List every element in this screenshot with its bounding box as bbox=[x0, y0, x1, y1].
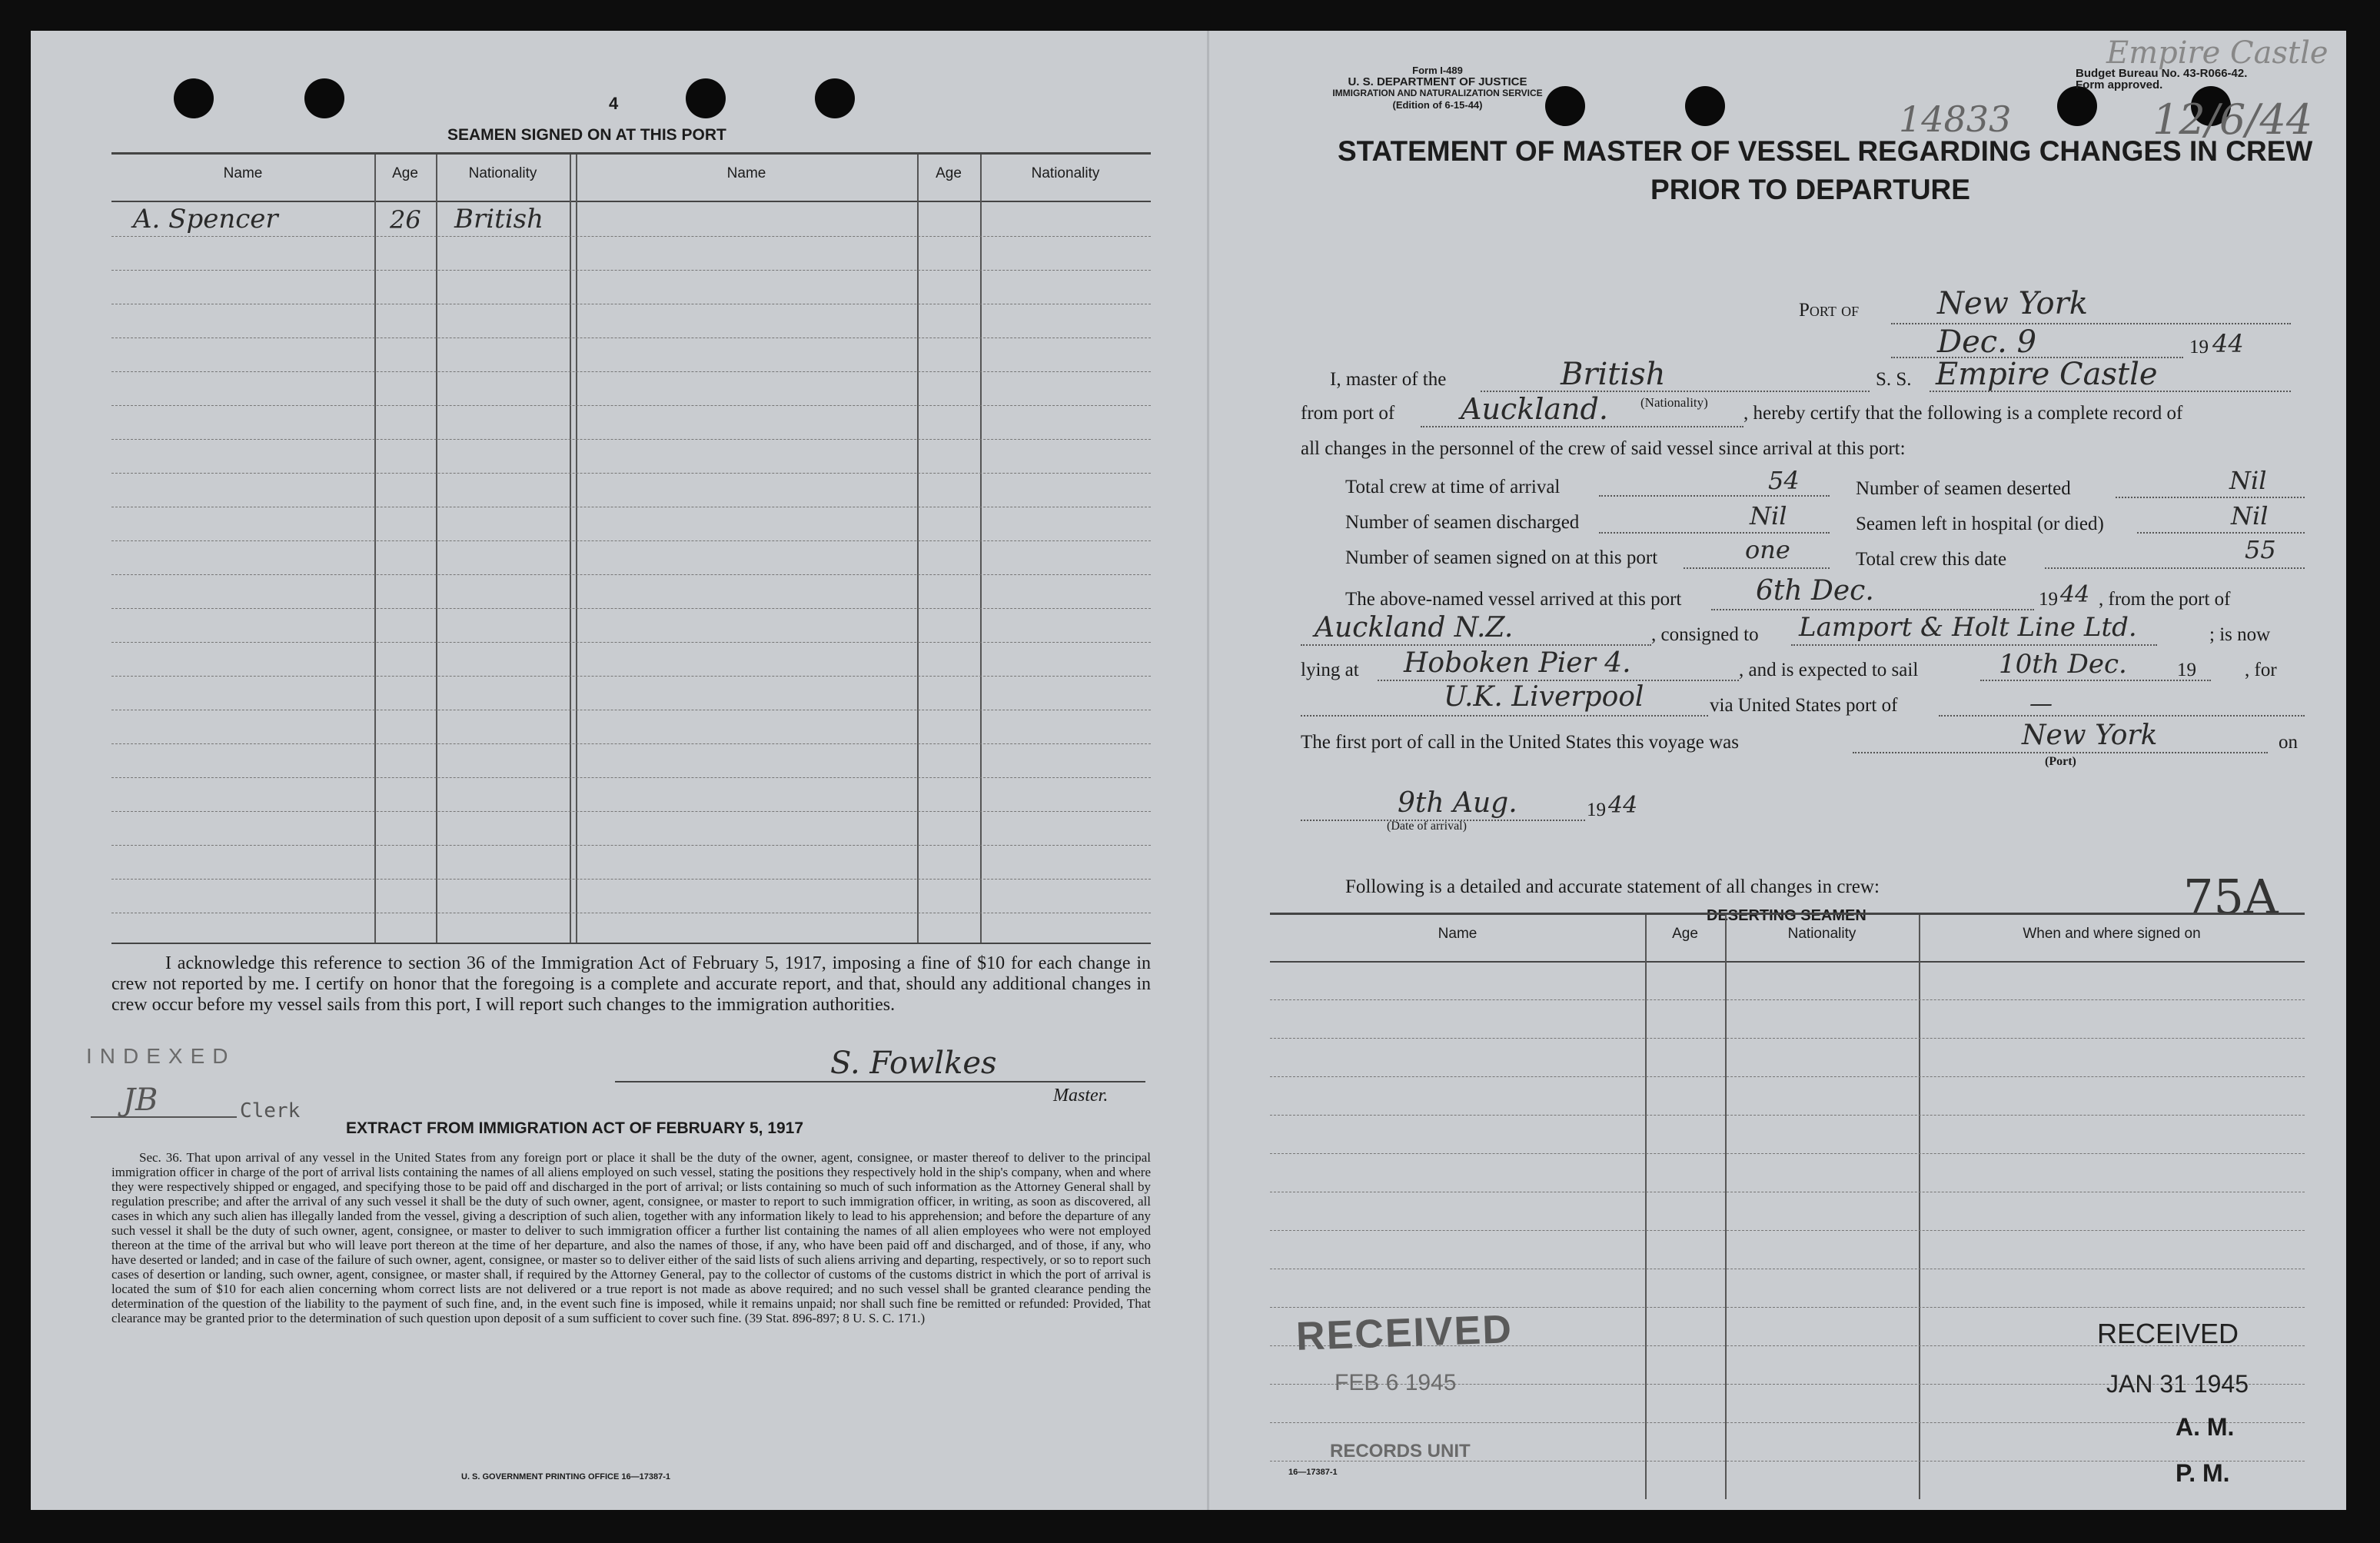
seaman-age: 26 bbox=[390, 205, 421, 234]
punch-hole bbox=[2057, 86, 2097, 126]
received-stamp: RECEIVED bbox=[1295, 1307, 1514, 1359]
arrived-label: The above-named vessel arrived at this port bbox=[1345, 589, 1682, 610]
on-label: on bbox=[2279, 732, 2298, 753]
received-date: JAN 31 1945 bbox=[2106, 1370, 2249, 1398]
acknowledgement-text: I acknowledge this reference to section 36 of the Immigration Act of February 5, 1917, imposing a fine of $10 for each change in crew not reported by me. I certify on honor that the foregoing is a complete and accurate report, and that, should any additional changes in crew occur before my vessel sails from this port, I will report such changes to the immigration authorities. bbox=[111, 953, 1151, 1015]
received-stamp: RECEIVED bbox=[2097, 1318, 2239, 1349]
certify-text-2: all changes in the personnel of the crew of said vessel since arrival at this port: bbox=[1301, 438, 1906, 459]
lying-value: Hoboken Pier 4. bbox=[1404, 647, 1631, 679]
from-port-field-line bbox=[1421, 426, 1743, 427]
count-label: Total crew at time of arrival bbox=[1345, 477, 1561, 497]
col-header-name: Name bbox=[223, 165, 263, 181]
col-header-nationality: Nationality bbox=[1031, 165, 1100, 181]
punch-hole bbox=[304, 78, 344, 118]
count-leader bbox=[1684, 567, 1830, 569]
clerk-initials: JB bbox=[123, 1082, 158, 1118]
count-label: Seamen left in hospital (or died) bbox=[1856, 514, 2104, 534]
col-header-age: Age bbox=[392, 165, 418, 181]
master-signature: S. Fowlkes bbox=[830, 1046, 997, 1081]
count-value: Nil bbox=[1750, 501, 1787, 530]
first-port-field-line bbox=[1853, 752, 2268, 753]
certify-text: , hereby certify that the following is a complete record of bbox=[1743, 403, 2183, 424]
deserting-seamen-table bbox=[1270, 913, 2305, 1499]
is-now-label: ; is now bbox=[2209, 624, 2271, 645]
deserting-title: DESERTING SEAMEN bbox=[1707, 907, 1866, 924]
seaman-nationality: British bbox=[454, 204, 543, 234]
handwritten-code: 75A bbox=[2183, 869, 2279, 925]
consignee-field-line bbox=[1791, 644, 2157, 646]
form-title: STATEMENT OF MASTER OF VESSEL REGARDING CHANGES IN CREW bbox=[1338, 135, 2313, 167]
indexed-stamp: INDEXED bbox=[86, 1044, 236, 1068]
file-fraction: 12/6/44 bbox=[2152, 95, 2313, 144]
seaman-name: A. Spencer bbox=[133, 204, 278, 234]
via-field-line bbox=[1939, 715, 2305, 717]
am-label: A. M. bbox=[2176, 1413, 2235, 1441]
count-leader bbox=[2116, 497, 2305, 498]
seamen-signed-on-table bbox=[111, 152, 1151, 944]
desert-col-age: Age bbox=[1672, 926, 1698, 942]
master-label: Master. bbox=[1053, 1086, 1109, 1106]
form-subtitle: PRIOR TO DEPARTURE bbox=[1650, 174, 1970, 205]
master-of-the-label: I, master of the bbox=[1330, 369, 1447, 390]
destination-field-line bbox=[1301, 715, 1708, 717]
year-prefix: 19 bbox=[2189, 337, 2209, 357]
origin-field-line bbox=[1301, 644, 1651, 646]
arrived-year-prefix: 19 bbox=[2039, 589, 2058, 610]
punch-hole bbox=[815, 78, 855, 118]
desert-col-when-where: When and where signed on bbox=[2023, 926, 2201, 942]
count-leader bbox=[2045, 567, 2305, 569]
pm-label: P. M. bbox=[2176, 1459, 2230, 1487]
page-number: 4 bbox=[609, 94, 619, 113]
document-sheet bbox=[31, 31, 2346, 1510]
via-label: via United States port of bbox=[1710, 695, 1898, 716]
count-value: Nil bbox=[2231, 501, 2269, 530]
count-value: Nil bbox=[2229, 466, 2267, 495]
count-leader bbox=[1599, 495, 1830, 497]
page-fold bbox=[1207, 31, 1209, 1510]
vessel-value: Empire Castle bbox=[1936, 357, 2158, 392]
col-header-nationality: Nationality bbox=[468, 165, 537, 181]
footer-code: 16—17387-1 bbox=[1288, 1468, 1338, 1477]
first-port-value: New York bbox=[2022, 720, 2158, 751]
arrival-date-value: 9th Aug. bbox=[1398, 787, 1517, 819]
date-value: Dec. 9 bbox=[1937, 324, 2037, 360]
records-unit-stamp: RECORDS UNIT bbox=[1330, 1441, 1471, 1462]
destination-value: U.K. Liverpool bbox=[1444, 681, 1644, 713]
count-value: 54 bbox=[1768, 466, 1800, 495]
clerk-line bbox=[91, 1116, 237, 1118]
received-date: FEB 6 1945 bbox=[1335, 1370, 1457, 1395]
extract-title: EXTRACT FROM IMMIGRATION ACT OF FEBRUARY 5, 1917 bbox=[346, 1119, 804, 1137]
desert-col-name: Name bbox=[1438, 926, 1478, 942]
from-port-value: Auckland. bbox=[1461, 392, 1608, 426]
arrival-year-value: 44 bbox=[1608, 792, 1638, 819]
statute-text: Sec. 36. That upon arrival of any vessel in the United States from any foreign port or place it shall be the duty of the owner, agent, consignee, or master thereof to deliver to the principal immigration officer in charge of the port of arrival lists containing the names of all aliens employed on such vessel, stating the positions they respectively hold in the ship's company, when and where they were respectively shipped or engaged, and specifying those to be paid off and discharged in the port of arrival; or lists containing so much of such information as the Attorney General shall by regulation prescribe; and after the arrival of any such vessel it shall be the duty of such owner, agent, consignee, or master to report to such immigration officer, in writing, as soon as discovered, all cases in which any such alien has illegally landed from the vessel, giving a description of such alien, together with any information likely to lead to his apprehension; and before the departure of any such vessel it shall be the duty of such owner, agent, consignee, or master to deliver to such immigration officer a further list containing the names of all alien employees who were not employed thereon at the time of the arrival but who will leave port thereon at the time of her departure, and also the names of those, if any, who have been paid off and discharged, and of those, if any, who have deserted or landed; and in case of the failure of such owner, agent, consignee, or master so to deliver either of the said lists of such aliens arriving and departing, respectively, or so to report such cases of desertion or landing, such owner, agent, consignee, or master shall, if required by the Attorney General, pay to the collector of customs of the customs district in which the port of arrival is located the sum of $10 for each alien concerning whom correct lists are not delivered or a true report is not made as above required; and no such vessel shall be granted clearance pending the determination of the question of the liability to the payment of such fine, and, in the event such fine is imposed, while it remains unpaid; nor shall such fine be remitted or refunded: Provided, That clearance may be granted prior to the determination of such question upon deposit of a sum sufficient to cover such fine. (39 Stat. 896-897; 8 U. S. C. 171.) bbox=[111, 1150, 1151, 1325]
master-signature-line bbox=[615, 1081, 1145, 1082]
expected-label: , and is expected to sail bbox=[1739, 660, 1919, 680]
count-label: Number of seamen discharged bbox=[1345, 512, 1580, 533]
via-value: — bbox=[2029, 690, 2053, 717]
desert-col-nationality: Nationality bbox=[1787, 926, 1856, 942]
port-label: Port of bbox=[1799, 300, 1860, 321]
count-label: Number of seamen deserted bbox=[1856, 478, 2071, 499]
budget-bureau: Budget Bureau No. 43-R066-42. Form approved. bbox=[2076, 67, 2248, 91]
count-leader bbox=[2137, 532, 2305, 534]
printing-office: U. S. GOVERNMENT PRINTING OFFICE 16—17387-1 bbox=[461, 1472, 671, 1481]
sail-year-prefix: 19 bbox=[2177, 660, 2196, 680]
for-label: , for bbox=[2245, 660, 2277, 680]
arrival-year-prefix: 19 bbox=[1587, 800, 1606, 820]
count-label: Number of seamen signed on at this port bbox=[1345, 547, 1658, 568]
from-port-label: from port of bbox=[1301, 403, 1395, 424]
arrived-year-value: 44 bbox=[2060, 581, 2090, 608]
year-value: 44 bbox=[2212, 329, 2244, 358]
consignee-value: Lamport & Holt Line Ltd. bbox=[1799, 612, 2137, 643]
punch-hole bbox=[686, 78, 726, 118]
origin-value: Auckland N.Z. bbox=[1315, 612, 1514, 643]
punch-hole bbox=[1685, 86, 1725, 126]
top-handwriting: Empire Castle bbox=[2106, 35, 2328, 71]
count-label: Total crew this date bbox=[1856, 549, 2007, 570]
count-leader bbox=[1599, 532, 1830, 534]
following-text: Following is a detailed and accurate statement of all changes in crew: bbox=[1345, 876, 1880, 897]
consigned-label: , consigned to bbox=[1651, 624, 1759, 645]
col-header-name: Name bbox=[726, 165, 766, 181]
nationality-caption: (Nationality) bbox=[1640, 395, 1708, 410]
clerk-label: Clerk bbox=[240, 1099, 301, 1122]
port-value: New York bbox=[1937, 286, 2088, 321]
left-section-title: SEAMEN SIGNED ON AT THIS PORT bbox=[447, 126, 726, 144]
sail-field-line bbox=[1980, 680, 2211, 681]
port-caption: (Port) bbox=[2045, 755, 2076, 768]
count-value: 55 bbox=[2245, 535, 2276, 564]
col-header-age: Age bbox=[936, 165, 962, 181]
from-the-port-label: , from the port of bbox=[2099, 589, 2231, 610]
punch-hole bbox=[174, 78, 214, 118]
first-port-label: The first port of call in the United States this voyage was bbox=[1301, 732, 1740, 753]
count-value: one bbox=[1745, 535, 1790, 564]
file-number: 14833 bbox=[1899, 98, 2012, 140]
form-header: Form I-489 U. S. DEPARTMENT OF JUSTICE IMMIGRATION AND NATURALIZATION SERVICE (Edition of 6-15-44) bbox=[1332, 65, 1543, 111]
sail-value: 10th Dec. bbox=[1999, 649, 2127, 680]
ss-label: S. S. bbox=[1876, 369, 1912, 390]
arrived-value: 6th Dec. bbox=[1756, 575, 1874, 607]
lying-at-label: lying at bbox=[1301, 660, 1359, 680]
nationality-value: British bbox=[1561, 357, 1666, 392]
arrived-field-line bbox=[1711, 609, 2034, 610]
arrival-date-caption: (Date of arrival) bbox=[1387, 820, 1467, 833]
